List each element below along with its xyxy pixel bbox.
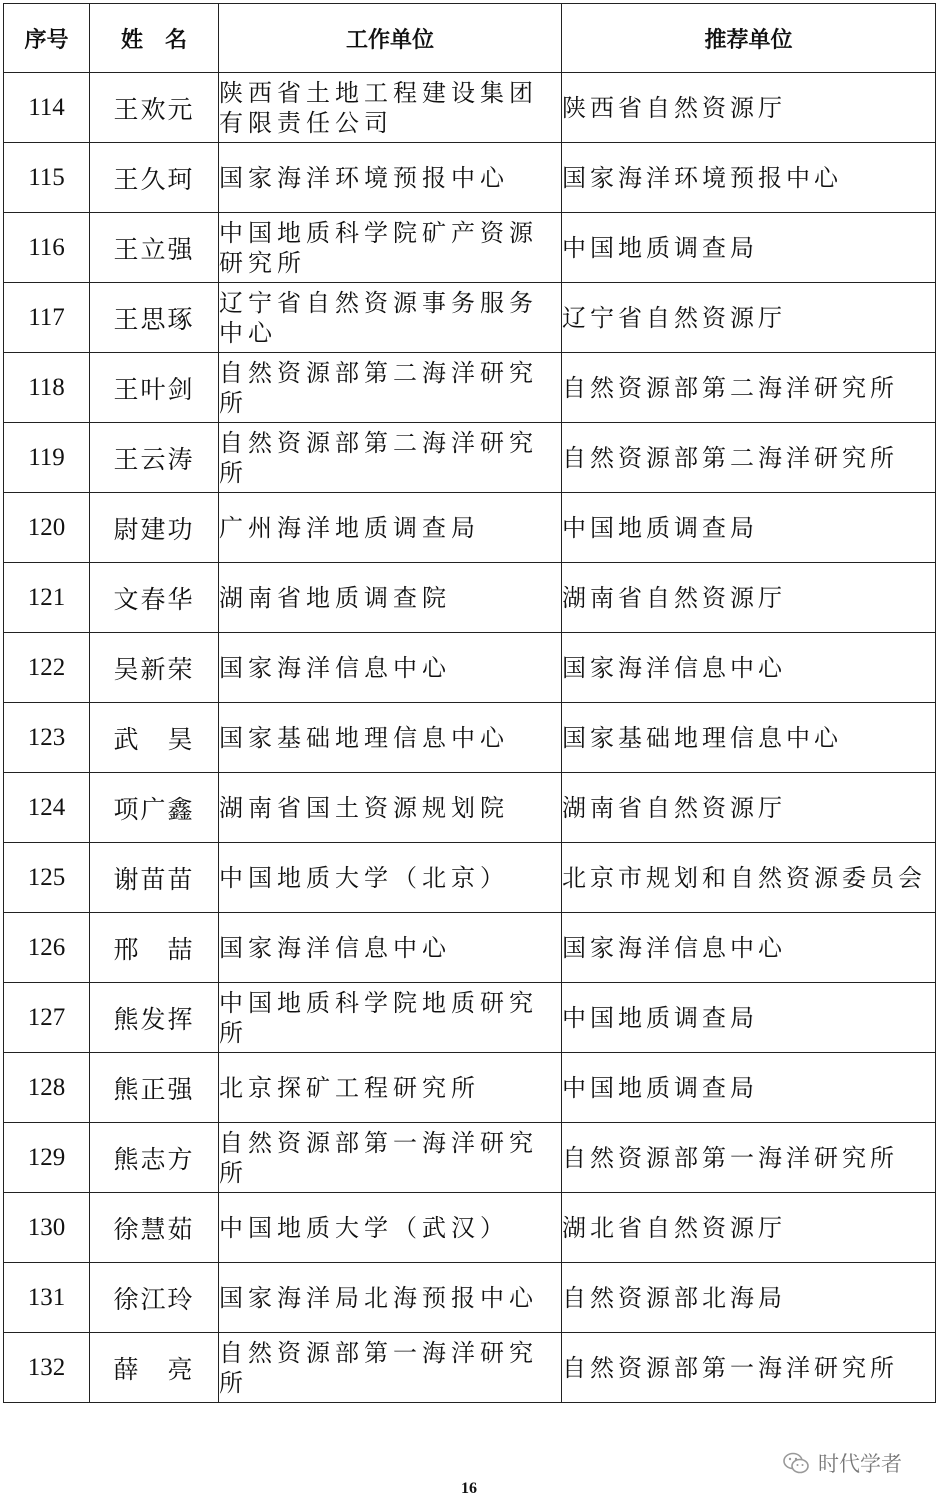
row-rec: 湖南省自然资源厅 — [562, 773, 936, 843]
page-number: 16 — [461, 1480, 477, 1497]
row-rec: 国家海洋信息中心 — [562, 913, 936, 983]
row-name: 尉建功 — [90, 493, 219, 563]
row-name: 熊发挥 — [90, 983, 219, 1053]
row-seq: 124 — [4, 773, 90, 843]
row-rec: 中国地质调查局 — [562, 213, 936, 283]
row-rec: 国家海洋信息中心 — [562, 633, 936, 703]
table-row — [4, 773, 936, 843]
row-rec: 陕西省自然资源厅 — [562, 73, 936, 143]
row-org: 湖南省地质调查院 — [219, 563, 562, 633]
row-seq: 118 — [4, 353, 90, 423]
row-rec: 自然资源部第一海洋研究所 — [562, 1123, 936, 1193]
wechat-icon — [782, 1451, 810, 1475]
row-rec: 国家基础地理信息中心 — [562, 703, 936, 773]
table-row — [4, 1263, 936, 1333]
row-rec: 自然资源部北海局 — [562, 1263, 936, 1333]
row-seq: 131 — [4, 1263, 90, 1333]
row-seq: 116 — [4, 213, 90, 283]
row-name: 王云涛 — [90, 423, 219, 493]
row-seq: 114 — [4, 73, 90, 143]
row-seq: 125 — [4, 843, 90, 913]
header-org: 工作单位 — [219, 4, 562, 73]
row-seq: 120 — [4, 493, 90, 563]
row-name: 王立强 — [90, 213, 219, 283]
header-row — [4, 4, 936, 73]
table-row — [4, 633, 936, 703]
row-name: 文春华 — [90, 563, 219, 633]
row-org: 中国地质科学院地质研究所 — [219, 983, 562, 1053]
table-row — [4, 283, 936, 353]
row-name: 项广鑫 — [90, 773, 219, 843]
row-org: 自然资源部第二海洋研究所 — [219, 353, 562, 423]
table-row — [4, 843, 936, 913]
row-name: 王思琢 — [90, 283, 219, 353]
table-row — [4, 1193, 936, 1263]
row-org: 北京探矿工程研究所 — [219, 1053, 562, 1123]
row-name: 王叶剑 — [90, 353, 219, 423]
table-row — [4, 493, 936, 563]
row-org: 陕西省土地工程建设集团有限责任公司 — [219, 73, 562, 143]
row-seq: 127 — [4, 983, 90, 1053]
row-seq: 115 — [4, 143, 90, 213]
row-name: 熊志方 — [90, 1123, 219, 1193]
row-rec: 中国地质调查局 — [562, 1053, 936, 1123]
row-seq: 117 — [4, 283, 90, 353]
roster-table — [3, 3, 936, 1403]
row-seq: 121 — [4, 563, 90, 633]
row-name: 邢 喆 — [90, 913, 219, 983]
table-row — [4, 423, 936, 493]
row-name: 王欢元 — [90, 73, 219, 143]
table-row — [4, 913, 936, 983]
row-rec: 湖北省自然资源厅 — [562, 1193, 936, 1263]
row-org: 国家海洋环境预报中心 — [219, 143, 562, 213]
row-org: 湖南省国土资源规划院 — [219, 773, 562, 843]
row-name: 薛 亮 — [90, 1333, 219, 1403]
header-rec: 推荐单位 — [562, 4, 936, 73]
table-row — [4, 983, 936, 1053]
row-seq: 130 — [4, 1193, 90, 1263]
row-org: 国家海洋信息中心 — [219, 633, 562, 703]
row-org: 自然资源部第二海洋研究所 — [219, 423, 562, 493]
row-org: 国家海洋信息中心 — [219, 913, 562, 983]
row-org: 国家海洋局北海预报中心 — [219, 1263, 562, 1333]
row-seq: 122 — [4, 633, 90, 703]
row-org: 自然资源部第一海洋研究所 — [219, 1123, 562, 1193]
header-name: 姓 名 — [90, 4, 219, 73]
row-org: 中国地质科学院矿产资源研究所 — [219, 213, 562, 283]
row-name: 王久珂 — [90, 143, 219, 213]
row-rec: 辽宁省自然资源厅 — [562, 283, 936, 353]
row-name: 徐江玲 — [90, 1263, 219, 1333]
row-name: 武 昊 — [90, 703, 219, 773]
table-row — [4, 703, 936, 773]
row-seq: 126 — [4, 913, 90, 983]
row-org: 辽宁省自然资源事务服务中心 — [219, 283, 562, 353]
row-name: 谢苗苗 — [90, 843, 219, 913]
row-rec: 国家海洋环境预报中心 — [562, 143, 936, 213]
row-rec: 北京市规划和自然资源委员会 — [562, 843, 936, 913]
table-row — [4, 73, 936, 143]
row-org: 自然资源部第一海洋研究所 — [219, 1333, 562, 1403]
watermark-text: 时代学者 — [818, 1452, 902, 1476]
watermark — [782, 1448, 902, 1478]
row-rec: 自然资源部第二海洋研究所 — [562, 423, 936, 493]
row-seq: 128 — [4, 1053, 90, 1123]
table-row — [4, 1053, 936, 1123]
row-org: 中国地质大学（北京） — [219, 843, 562, 913]
row-org: 中国地质大学（武汉） — [219, 1193, 562, 1263]
table-row — [4, 143, 936, 213]
row-rec: 中国地质调查局 — [562, 493, 936, 563]
table-row — [4, 213, 936, 283]
row-rec: 湖南省自然资源厅 — [562, 563, 936, 633]
row-seq: 119 — [4, 423, 90, 493]
table-row — [4, 1123, 936, 1193]
row-seq: 123 — [4, 703, 90, 773]
row-name: 熊正强 — [90, 1053, 219, 1123]
row-seq: 132 — [4, 1333, 90, 1403]
table-row — [4, 1333, 936, 1403]
row-name: 徐慧茹 — [90, 1193, 219, 1263]
row-org: 国家基础地理信息中心 — [219, 703, 562, 773]
row-rec: 自然资源部第一海洋研究所 — [562, 1333, 936, 1403]
row-name: 吴新荣 — [90, 633, 219, 703]
row-rec: 自然资源部第二海洋研究所 — [562, 353, 936, 423]
table-row — [4, 563, 936, 633]
row-org: 广州海洋地质调查局 — [219, 493, 562, 563]
header-seq: 序号 — [4, 4, 90, 73]
table-row — [4, 353, 936, 423]
row-seq: 129 — [4, 1123, 90, 1193]
row-rec: 中国地质调查局 — [562, 983, 936, 1053]
